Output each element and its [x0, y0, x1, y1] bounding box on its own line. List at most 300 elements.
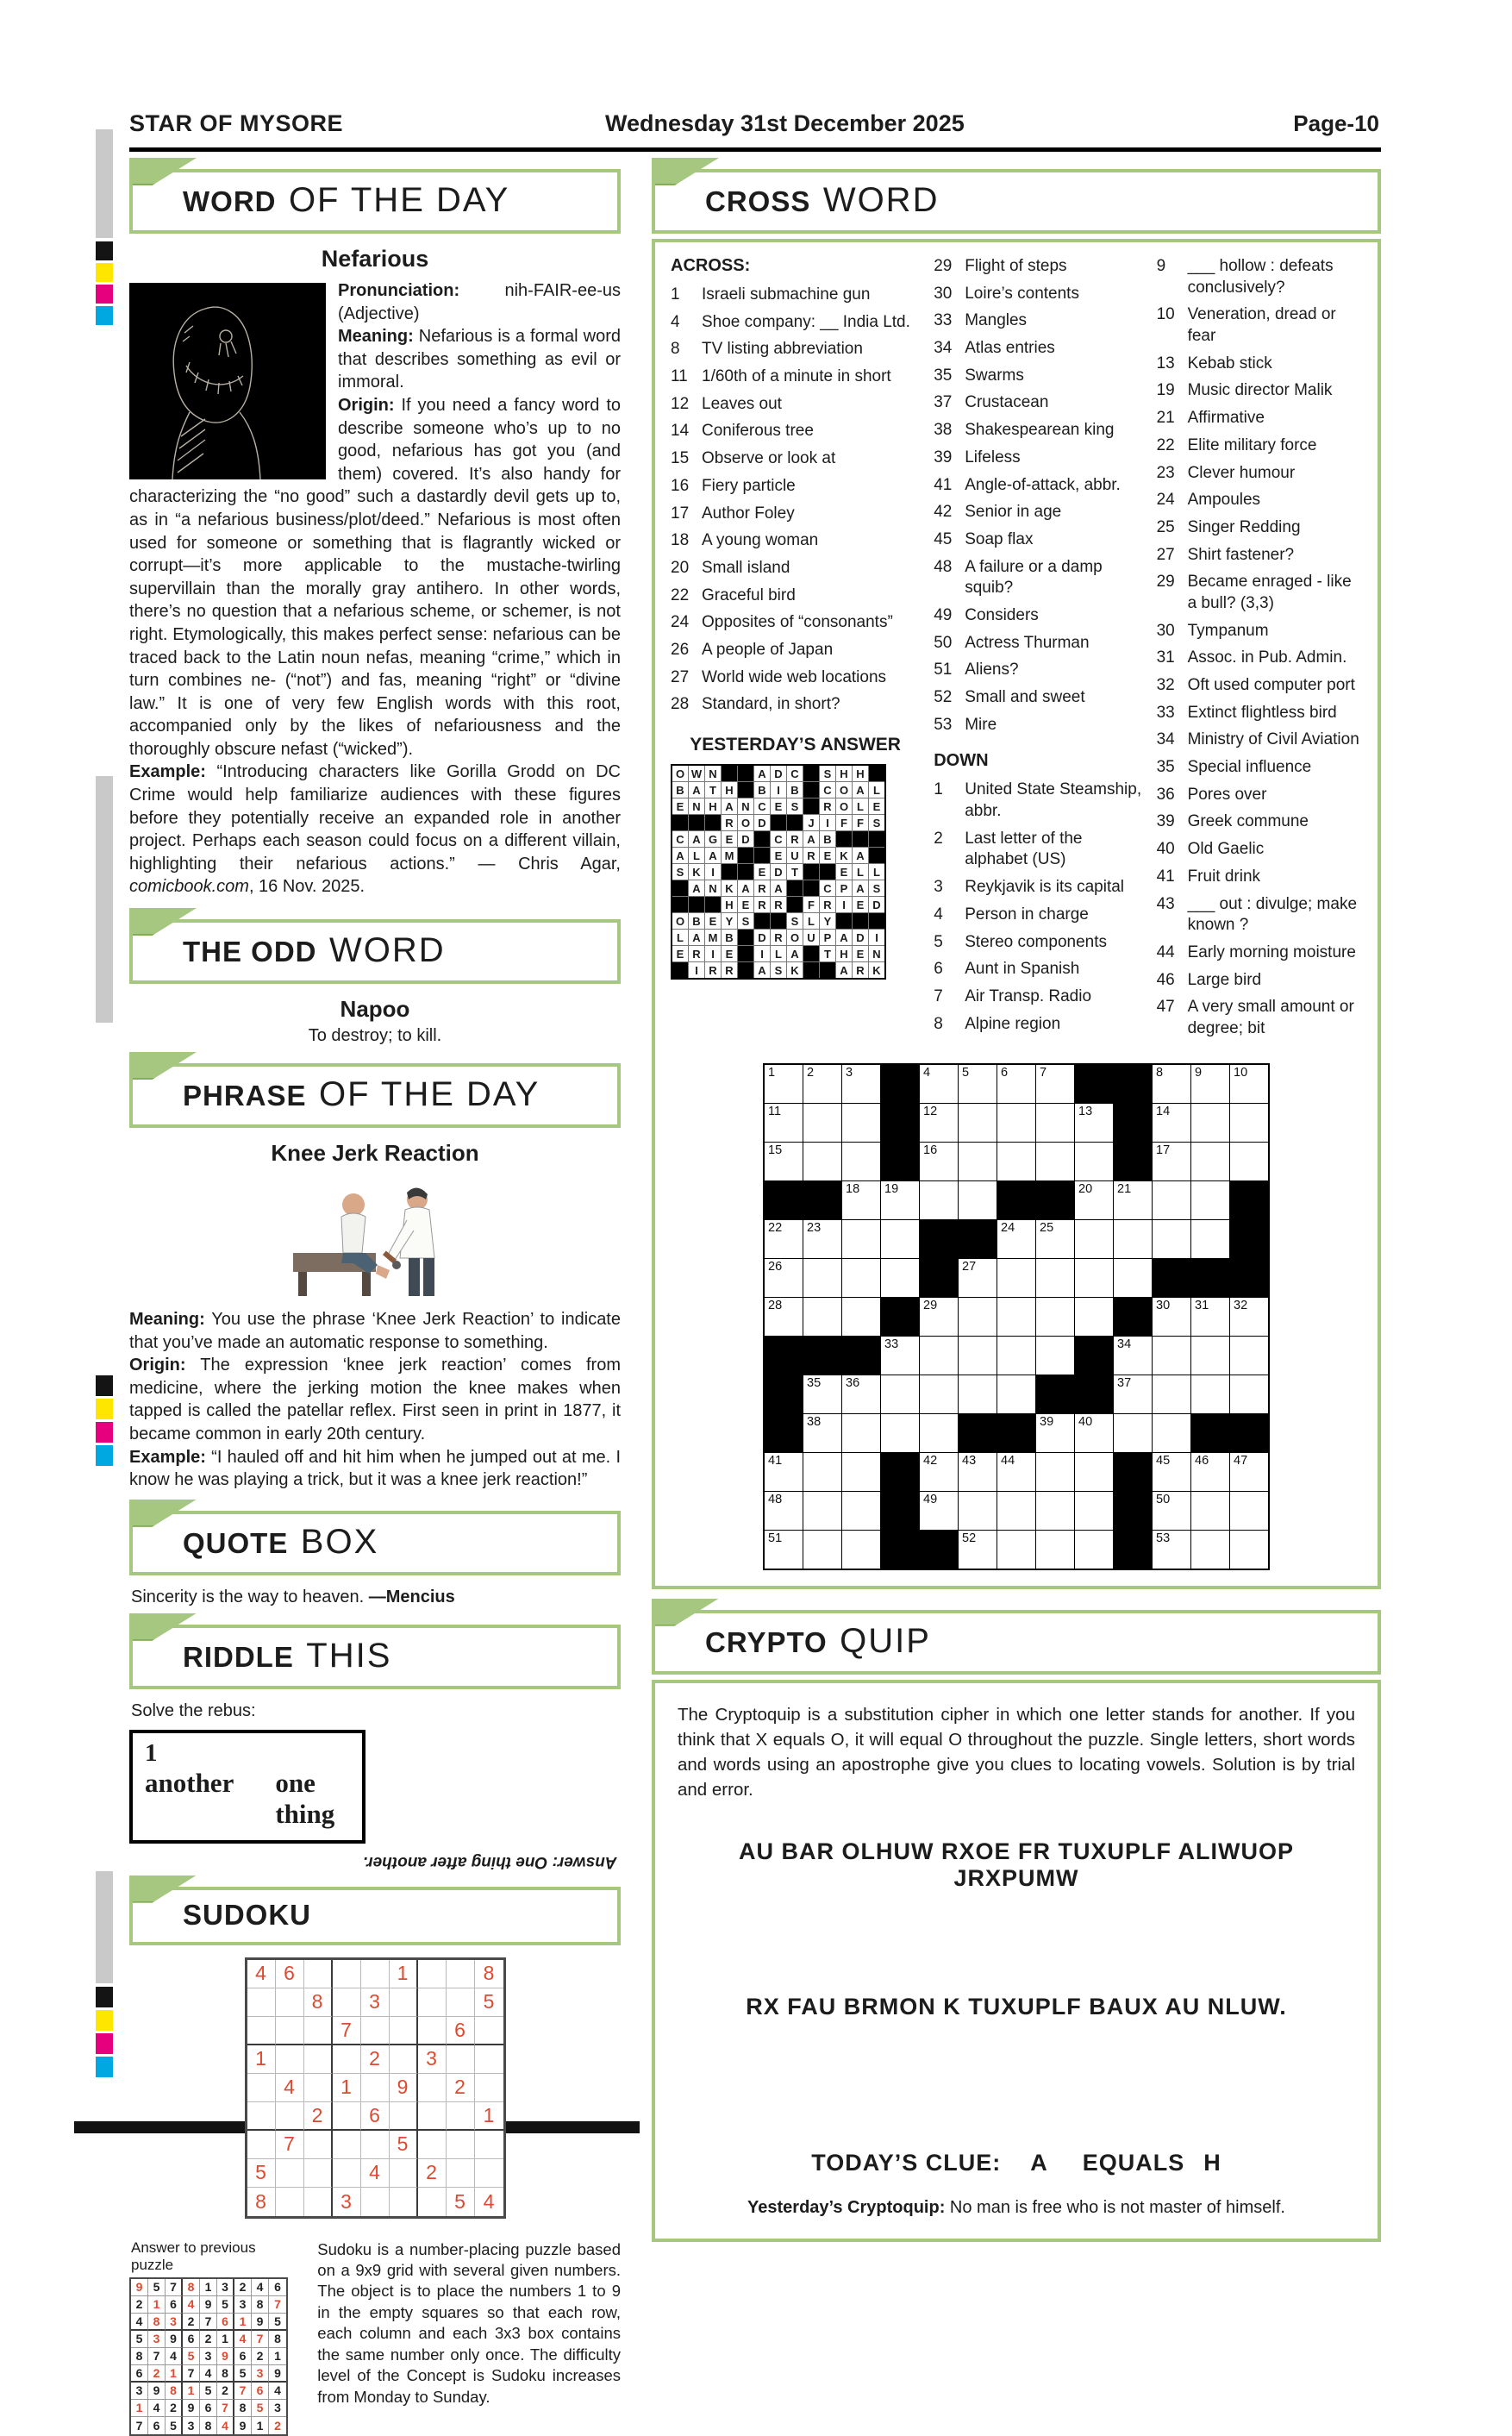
sudoku-cell: [247, 2102, 276, 2131]
black-square: [738, 962, 753, 978]
cell-number: 45: [1156, 1453, 1171, 1468]
clue-item: [1157, 703, 1362, 724]
clue-item: [934, 420, 1142, 441]
black-square: [997, 1414, 1035, 1452]
grid-cell: [959, 1104, 997, 1142]
black-square: [803, 766, 819, 781]
registration-mark-gray: [96, 1871, 113, 1983]
clue-number: 51: [934, 661, 953, 679]
clue-item: [1157, 572, 1362, 614]
clue-item: [671, 694, 920, 716]
cell-number: 47: [1234, 1453, 1248, 1468]
sudoku-cell: [361, 2074, 390, 2102]
answer-letter-cell: D: [771, 766, 786, 781]
answer-letter-cell: H: [722, 897, 737, 912]
answer-letter-cell: E: [771, 848, 786, 863]
section-title-light: OF THE DAY: [318, 1075, 540, 1114]
grid-cell: [842, 1414, 880, 1452]
black-square: [754, 913, 770, 929]
sudoku-answer-cell: 7: [166, 2279, 183, 2296]
registration-mark-cyan: [96, 1445, 113, 1466]
black-square: [1114, 1492, 1152, 1530]
sudoku-answer-cell: 8: [131, 2348, 148, 2365]
grid-cell: [1075, 1531, 1113, 1569]
clue-text: Loire’s contents: [965, 284, 1079, 303]
black-square: [869, 913, 884, 929]
sudoku-cell: 1: [475, 2102, 503, 2131]
clue-text: Air Transp. Radio: [965, 986, 1092, 1005]
sudoku-answer-label: Answer to previous puzzle: [131, 2239, 256, 2273]
clue-number: 29: [1156, 573, 1175, 592]
grid-cell: [842, 1375, 880, 1413]
clue-item: [671, 640, 920, 661]
sudoku-answer-cell: 3: [183, 2417, 200, 2434]
section-header-odd-word: [129, 919, 621, 984]
clue-item: [934, 529, 1142, 551]
grid-cell: [803, 1453, 841, 1491]
sudoku-answer-cell: 5: [166, 2417, 183, 2434]
answer-letter-cell: A: [754, 766, 770, 781]
sudoku-answer-cell: 8: [148, 2314, 166, 2331]
black-square: [1230, 1259, 1268, 1297]
answer-letter-cell: O: [836, 782, 852, 798]
clue-number: 53: [934, 715, 953, 734]
clue-item: [934, 448, 1142, 469]
answer-letter-cell: D: [754, 815, 770, 830]
corner-flag-icon: [652, 1599, 719, 1626]
black-square: [1230, 1181, 1268, 1219]
rebus-answer-upside-down: Answer: One thing after another.: [363, 1852, 617, 1871]
clue-text: Flight of steps: [965, 257, 1067, 275]
answer-letter-cell: A: [689, 782, 704, 798]
answer-letter-cell: C: [820, 782, 835, 798]
clue-item: [934, 284, 1142, 305]
answer-letter-cell: S: [738, 913, 753, 929]
grid-cell: [1036, 1259, 1074, 1297]
clue-item: [1157, 970, 1362, 992]
grid-cell: [765, 1531, 803, 1569]
black-square: [1075, 1337, 1113, 1375]
across-clue-list-2: [934, 256, 1142, 736]
clue-number: 52: [934, 688, 953, 706]
answer-letter-cell: A: [722, 798, 737, 814]
clue-number: 34: [1156, 730, 1175, 749]
registration-mark-gray: [96, 776, 113, 1023]
clue-number: 49: [934, 605, 953, 624]
clue-number: 40: [1156, 840, 1175, 859]
grid-cell: [1114, 1414, 1152, 1452]
grid-cell: [842, 1492, 880, 1530]
clue-item: [671, 366, 920, 388]
grid-cell: [920, 1104, 958, 1142]
sudoku-answer-cell: 4: [252, 2279, 269, 2296]
answer-letter-cell: N: [689, 798, 704, 814]
clue-text: Soap flax: [965, 529, 1034, 548]
grid-cell: [803, 1065, 841, 1103]
sudoku-cell: 1: [247, 2045, 276, 2074]
origin-line: Origin: If you need a fancy word to describe someone who’s up to no good, nefarious has got you (and them) covered. It’s also handy for characterizing the “no good” such a dastardly devil gets up to, as in “a nefarious business/plot/deed.” Nefarious is most often used for someone or something that is flagrantly wicked or corrupt—it’s more applicable to the mustache-twirling supervillain than the morally gray antihero. In other words, there’s no question that a nefarious scheme, or schemer, is not right. Etymologically, this makes perfect sense: nefarious can be traced back to the Latin noun nefas, meaning “crime,” which in turn combines ne- (“not”) and fas, meaning “right” or “divine law.” It is one of very few English words with this root, accompanied only by the likes of nefariousness and the thoroughly obscure nefast (“wicked”).: [129, 395, 621, 759]
sudoku-cell: [304, 2074, 333, 2102]
black-square: [842, 1337, 880, 1375]
clue-item: [1157, 675, 1362, 697]
paper-name: STAR OF MYSORE: [129, 110, 344, 136]
answer-letter-cell: W: [689, 766, 704, 781]
grid-cell: [1153, 1065, 1190, 1103]
clue-text: Affirmative: [1187, 409, 1265, 428]
answer-letter-cell: T: [787, 864, 803, 880]
sudoku-answer-cell: 3: [217, 2279, 234, 2296]
clue-text: Small island: [702, 558, 790, 577]
grid-cell: [920, 1298, 958, 1336]
black-square: [1114, 1531, 1152, 1569]
cell-number: 22: [768, 1220, 783, 1235]
sudoku-cell: [418, 2188, 447, 2216]
clue-text: ___ hollow : defeats conclusively?: [1187, 257, 1334, 297]
clue-number: 12: [671, 394, 690, 413]
answer-letter-cell: O: [738, 815, 753, 830]
sudoku-cell: [276, 2159, 304, 2188]
grid-cell: [1191, 1065, 1229, 1103]
sudoku-answer-cell: 2: [274, 2418, 281, 2433]
grid-cell: [920, 1414, 958, 1452]
answer-letter-cell: R: [771, 930, 786, 945]
clue-text: Atlas entries: [965, 339, 1055, 358]
clue-text: Aliens?: [965, 661, 1019, 679]
grid-cell: [1230, 1531, 1268, 1569]
answer-letter-cell: C: [754, 798, 770, 814]
sudoku-cell: 4: [247, 1960, 276, 1988]
black-square: [738, 930, 753, 945]
answer-letter-cell: L: [869, 782, 884, 798]
clue-item: [934, 605, 1142, 627]
cryptoquip-line-2: RX FAU BRMON K TUXUPLF BAUX AU NLUW.: [746, 1994, 1287, 2020]
clue-number: 8: [934, 1014, 943, 1033]
grid-cell: [1191, 1531, 1229, 1569]
answer-letter-cell: E: [771, 798, 786, 814]
cell-number: 34: [1117, 1337, 1132, 1351]
grid-cell: [1075, 1453, 1113, 1491]
sudoku-cell: [276, 2045, 304, 2074]
sudoku-answer-cell: 4: [183, 2296, 200, 2314]
answer-letter-cell: E: [705, 913, 721, 929]
answer-letter-cell: R: [820, 798, 835, 814]
black-square: [1191, 1259, 1229, 1297]
answer-letter-cell: A: [836, 962, 852, 978]
black-square: [738, 766, 753, 781]
answer-letter-cell: R: [689, 946, 704, 961]
clue-text: Became enraged - like a bull? (3,3): [1187, 573, 1352, 612]
grid-cell: [803, 1414, 841, 1452]
across-clues-column-2: [934, 256, 1142, 1046]
cell-number: 21: [1117, 1181, 1132, 1196]
sudoku-answer-cell: 8: [183, 2279, 200, 2296]
grid-cell: [842, 1143, 880, 1180]
grid-cell: [997, 1065, 1035, 1103]
example-line: Example: “Introducing characters like Gorilla Grodd on DC Crime would help familiarize audiences with these figures before they potentially receive an expanded role in another project. Perhaps each season could focus on a different villain, highlighting their nefarious actions.” — Chris Agar, comicbook.com, 16 Nov. 2025.: [129, 762, 621, 897]
registration-mark-yellow: [96, 1399, 113, 1419]
clue-number: 39: [934, 448, 953, 467]
down-clues-column-2: [1157, 256, 1362, 1046]
grid-cell: [920, 1492, 958, 1530]
grid-cell: [765, 1259, 803, 1297]
clue-text: Standard, in short?: [702, 695, 840, 714]
odd-word-definition: To destroy; to kill.: [308, 1026, 442, 1046]
clue-number: 4: [934, 905, 943, 924]
clue-number: 50: [934, 633, 953, 652]
black-square: [705, 897, 721, 912]
sudoku-answer-cell: 2: [131, 2296, 148, 2314]
grid-cell: [1230, 1492, 1268, 1530]
phrase-example: Example: “I hauled off and hit him when he jumped out at me. I know he was playing a trick, but it was a knee jerk reaction!”: [129, 1447, 621, 1490]
clue-number: 27: [671, 667, 690, 686]
section-title-light: WORD: [328, 931, 446, 970]
grid-cell: [1191, 1337, 1229, 1375]
cell-number: 30: [1156, 1298, 1171, 1312]
grid-cell: [997, 1143, 1035, 1180]
sudoku-cell: [247, 2017, 276, 2045]
clue-number: 39: [1156, 812, 1175, 831]
answer-letter-cell: R: [754, 880, 770, 896]
answer-letter-cell: N: [869, 946, 884, 961]
sudoku-answer-cell: 7: [183, 2365, 200, 2383]
grid-cell: [1230, 1143, 1268, 1180]
sudoku-cell: [304, 2131, 333, 2159]
sudoku-cell: 2: [361, 2045, 390, 2074]
clue-item: [934, 366, 1142, 387]
answer-letter-cell: F: [836, 815, 852, 830]
clue-text: Coniferous tree: [702, 422, 814, 441]
cell-number: 15: [768, 1143, 783, 1157]
grid-cell: [1153, 1453, 1190, 1491]
clue-text: ___ out : divulge; make known ?: [1187, 894, 1358, 935]
clue-item: [1157, 435, 1362, 457]
corner-flag-icon: [129, 1052, 197, 1080]
clue-item: [934, 557, 1142, 599]
sudoku-cell: 5: [447, 2188, 475, 2216]
black-square: [959, 1414, 997, 1452]
clue-item: [671, 476, 920, 498]
clue-text: Elite military force: [1187, 435, 1317, 454]
cell-number: 8: [1156, 1065, 1164, 1080]
grid-cell: [1114, 1259, 1152, 1297]
answer-letter-cell: A: [853, 848, 868, 863]
grid-cell: [959, 1065, 997, 1103]
clue-item: [671, 421, 920, 442]
clue-item: [671, 285, 920, 306]
grid-cell: [997, 1298, 1035, 1336]
phrase-meaning: Meaning: You use the phrase ‘Knee Jerk Reaction’ to indicate that you’ve made an automatic response to something.: [129, 1310, 621, 1352]
clue-item: [1157, 380, 1362, 402]
clue-item: [1157, 490, 1362, 511]
sudoku-answer-cell: 7: [148, 2348, 166, 2365]
section-header-quote-box: [129, 1511, 621, 1575]
grid-cell: [1153, 1104, 1190, 1142]
answer-letter-cell: A: [754, 962, 770, 978]
answer-letter-cell: U: [787, 848, 803, 863]
answer-letter-cell: P: [836, 880, 852, 896]
answer-letter-cell: M: [722, 848, 737, 863]
sudoku-cell: [333, 2159, 361, 2188]
answer-letter-cell: L: [689, 848, 704, 863]
registration-mark-black: [96, 1375, 113, 1396]
black-square: [1114, 1065, 1152, 1103]
sudoku-cell: [247, 2074, 276, 2102]
black-square: [722, 864, 737, 880]
sudoku-cell: [304, 2159, 333, 2188]
answer-letter-cell: K: [787, 962, 803, 978]
sudoku-cell: [333, 2102, 361, 2131]
grid-cell: [803, 1259, 841, 1297]
clue-text: Mangles: [965, 311, 1028, 330]
black-square: [881, 1104, 919, 1142]
sudoku-answer-cell: 2: [217, 2383, 234, 2400]
cell-number: 18: [846, 1181, 860, 1196]
crossword-grid: [763, 1063, 1270, 1570]
cell-number: 31: [1195, 1298, 1209, 1312]
cell-number: 6: [1001, 1065, 1009, 1080]
grid-cell: [959, 1453, 997, 1491]
answer-letter-cell: N: [705, 766, 721, 781]
black-square: [836, 913, 852, 929]
answer-letter-cell: S: [787, 913, 803, 929]
grid-cell: [842, 1453, 880, 1491]
grid-cell: [1230, 1375, 1268, 1413]
clue-item: [934, 932, 1142, 954]
answer-letter-cell: A: [738, 880, 753, 896]
clue-number: 1: [671, 285, 680, 304]
registration-mark-yellow: [96, 2010, 113, 2031]
clue-text: Veneration, dread or fear: [1187, 305, 1336, 346]
answer-letter-cell: J: [803, 815, 819, 830]
answer-letter-cell: N: [705, 880, 721, 896]
sudoku-cell: [475, 2131, 503, 2159]
grid-cell: [920, 1375, 958, 1413]
sudoku-cell: [333, 2045, 361, 2074]
corner-flag-icon: [129, 1500, 197, 1527]
clue-number: 38: [934, 421, 953, 440]
answer-letter-cell: E: [820, 848, 835, 863]
answer-letter-cell: A: [689, 930, 704, 945]
answer-letter-cell: E: [738, 897, 753, 912]
black-square: [765, 1375, 803, 1413]
black-square: [1075, 1375, 1113, 1413]
sudoku-cell: [361, 1960, 390, 1988]
clue-number: 10: [1156, 305, 1175, 324]
grid-cell: [1230, 1337, 1268, 1375]
quote-text: Sincerity is the way to heaven. —Mencius: [131, 1587, 455, 1606]
answer-letter-cell: B: [787, 782, 803, 798]
clue-item: [1157, 354, 1362, 375]
clue-number: 7: [934, 986, 943, 1005]
cell-number: 29: [923, 1298, 938, 1312]
clue-number: 43: [1156, 894, 1175, 913]
black-square: [705, 815, 721, 830]
clue-item: [671, 558, 920, 579]
answer-letter-cell: P: [820, 930, 835, 945]
clue-text: Reykjavik is its capital: [965, 878, 1125, 897]
grid-cell: [1036, 1298, 1074, 1336]
answer-letter-cell: A: [853, 880, 868, 896]
answer-letter-cell: A: [689, 880, 704, 896]
clue-number: 11: [671, 367, 688, 386]
grid-cell: [803, 1298, 841, 1336]
clue-number: 1: [934, 780, 943, 799]
grid-cell: [803, 1220, 841, 1258]
answer-letter-cell: D: [754, 930, 770, 945]
sudoku-cell: 1: [333, 2074, 361, 2102]
cryptoquip-yesterday: Yesterday’s Cryptoquip: No man is free who is not master of himself.: [747, 2197, 1285, 2217]
answer-letter-cell: R: [787, 831, 803, 847]
registration-mark-black: [96, 1987, 113, 2007]
clue-text: Israeli submachine gun: [702, 285, 871, 304]
registration-mark-magenta: [96, 1422, 113, 1443]
clue-text: Early morning moisture: [1187, 942, 1356, 961]
sudoku-cell: [333, 1988, 361, 2017]
sudoku-cell: [447, 2131, 475, 2159]
black-square: [836, 831, 852, 847]
clue-text: Swarms: [965, 366, 1024, 385]
clue-item: [1157, 517, 1362, 539]
section-title-light: OF THE DAY: [288, 181, 510, 219]
answer-letter-cell: L: [869, 864, 884, 880]
answer-letter-cell: B: [820, 831, 835, 847]
black-square: [869, 848, 884, 863]
pronunciation-line: Pronunciation: nih-FAIR-ee-us (Adjective): [338, 281, 621, 323]
black-square: [1114, 1143, 1152, 1180]
cell-number: 12: [923, 1104, 938, 1118]
sudoku-cell: [247, 2131, 276, 2159]
black-square: [738, 864, 753, 880]
answer-letter-cell: H: [722, 782, 737, 798]
grid-cell: [842, 1220, 880, 1258]
registration-mark-cyan: [96, 2057, 113, 2077]
sudoku-answer-cell: 9: [200, 2296, 217, 2314]
clue-item: [934, 502, 1142, 523]
grid-cell: [959, 1181, 997, 1219]
sudoku-cell: [304, 1960, 333, 1988]
sudoku-cell: 5: [475, 1988, 503, 2017]
answer-letter-cell: R: [771, 897, 786, 912]
clue-text: Aunt in Spanish: [965, 960, 1080, 979]
sudoku-answer-cell: 1: [166, 2365, 183, 2383]
sudoku-answer-cell: 4: [148, 2400, 166, 2417]
clue-item: [671, 504, 920, 525]
clue-item: [1157, 545, 1362, 567]
answer-letter-cell: A: [771, 880, 786, 896]
cell-number: 39: [1040, 1414, 1054, 1429]
meaning-line: Meaning: Nefarious is a formal word that describes something as evil or immoral.: [338, 327, 621, 392]
answer-letter-cell: C: [820, 880, 835, 896]
clue-number: 14: [671, 422, 690, 441]
grid-cell: [765, 1220, 803, 1258]
section-title-light: QUIP: [840, 1621, 931, 1660]
answer-letter-cell: I: [705, 946, 721, 961]
grid-cell: [1153, 1337, 1190, 1375]
corner-flag-icon: [129, 908, 197, 936]
cell-number: 28: [768, 1298, 783, 1312]
sudoku-answer-cell: 6: [148, 2417, 166, 2434]
sudoku-cell: [390, 2188, 418, 2216]
answer-letter-cell: A: [672, 848, 688, 863]
cell-number: 7: [1040, 1065, 1047, 1080]
clue-number: 24: [671, 613, 690, 632]
grid-cell: [842, 1181, 880, 1219]
black-square: [869, 766, 884, 781]
black-square: [765, 1337, 803, 1375]
grid-cell: [1075, 1143, 1113, 1180]
answer-letter-cell: S: [869, 880, 884, 896]
clue-number: 41: [934, 475, 953, 494]
